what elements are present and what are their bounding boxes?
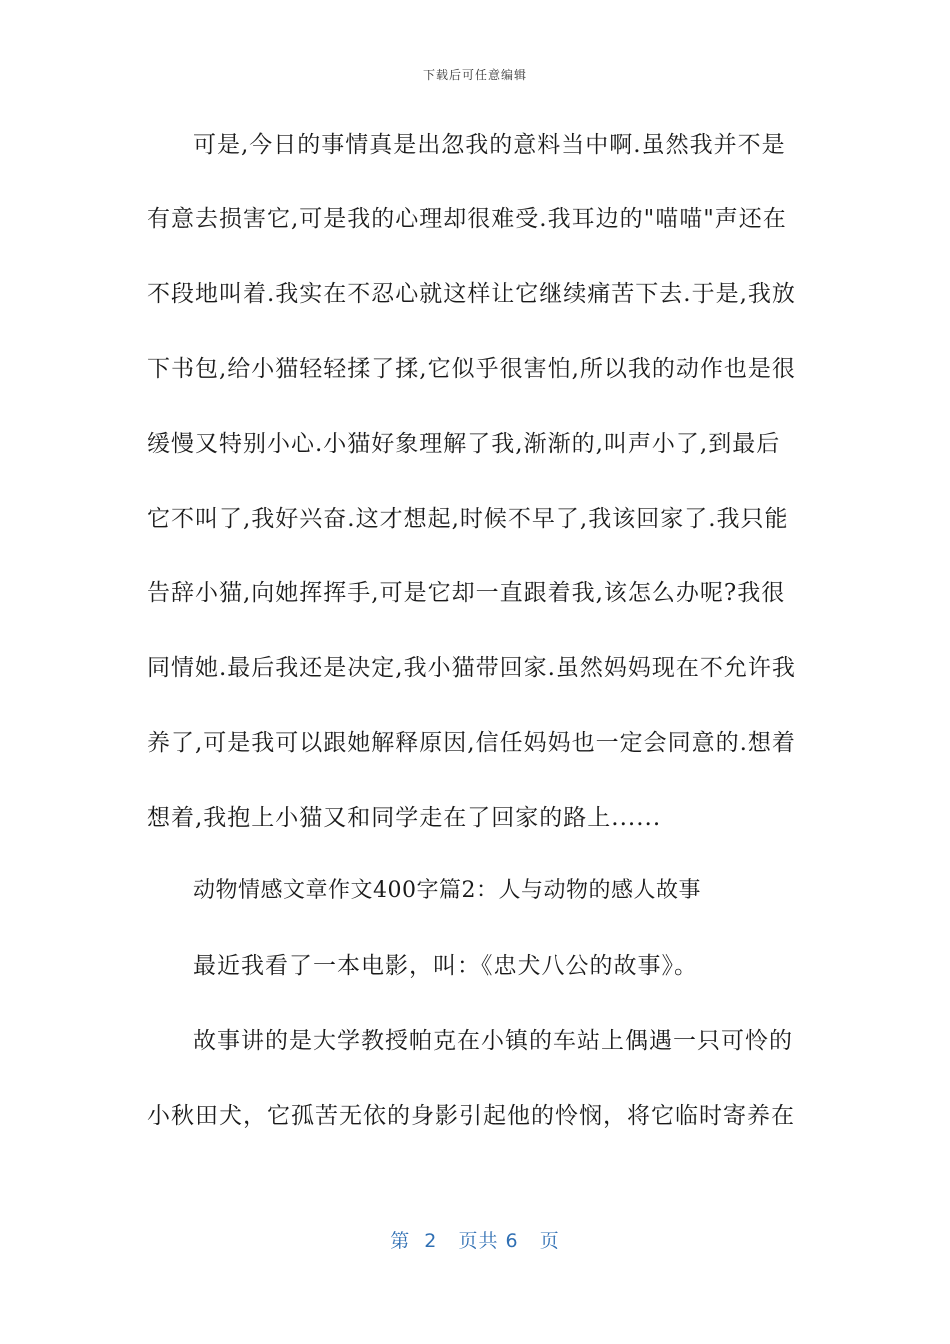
section-heading: 动物情感文章作文400字篇2：人与动物的感人故事 xyxy=(193,878,701,903)
paragraph-line: 故事讲的是大学教授帕克在小镇的车站上偶遇一只可怜的 xyxy=(193,1028,793,1054)
paragraph-line: 缓慢又特别小心.小猫好象理解了我,渐渐的,叫声小了,到最后 xyxy=(147,431,781,457)
paragraph-line: 想着,我抱上小猫又和同学走在了回家的路上...... xyxy=(147,805,662,831)
paragraph-line: 告辞小猫,向她挥挥手,可是它却一直跟着我,该怎么办呢?我很 xyxy=(147,580,786,606)
paragraph-line: 它不叫了,我好兴奋.这才想起,时候不早了,我该回家了.我只能 xyxy=(147,506,789,532)
page-header: 下载后可任意编辑 xyxy=(422,68,527,82)
paragraph-line: 下书包,给小猫轻轻揉了揉,它似乎很害怕,所以我的动作也是很 xyxy=(147,356,796,382)
paragraph-line: 同情她.最后我还是决定,我小猫带回家.虽然妈妈现在不允许我 xyxy=(147,655,796,681)
paragraph-line: 有意去损害它,可是我的心理却很难受.我耳边的"喵喵"声还在 xyxy=(147,206,787,232)
paragraph-line: 可是,今日的事情真是出忽我的意料当中啊.虽然我并不是 xyxy=(193,132,786,158)
paragraph-line: 小秋田犬，它孤苦无依的身影引起他的怜悯，将它临时寄养在 xyxy=(147,1103,795,1129)
paragraph-line: 养了,可是我可以跟她解释原因,信任妈妈也一定会同意的.想着 xyxy=(147,730,796,756)
paragraph-line: 不段地叫着.我实在不忍心就这样让它继续痛苦下去.于是,我放 xyxy=(147,281,796,307)
paragraph-line: 最近我看了一本电影，叫：《忠犬八公的故事》。 xyxy=(193,953,698,979)
page-number-footer: 第 2 页共 6 页 xyxy=(390,1230,560,1252)
